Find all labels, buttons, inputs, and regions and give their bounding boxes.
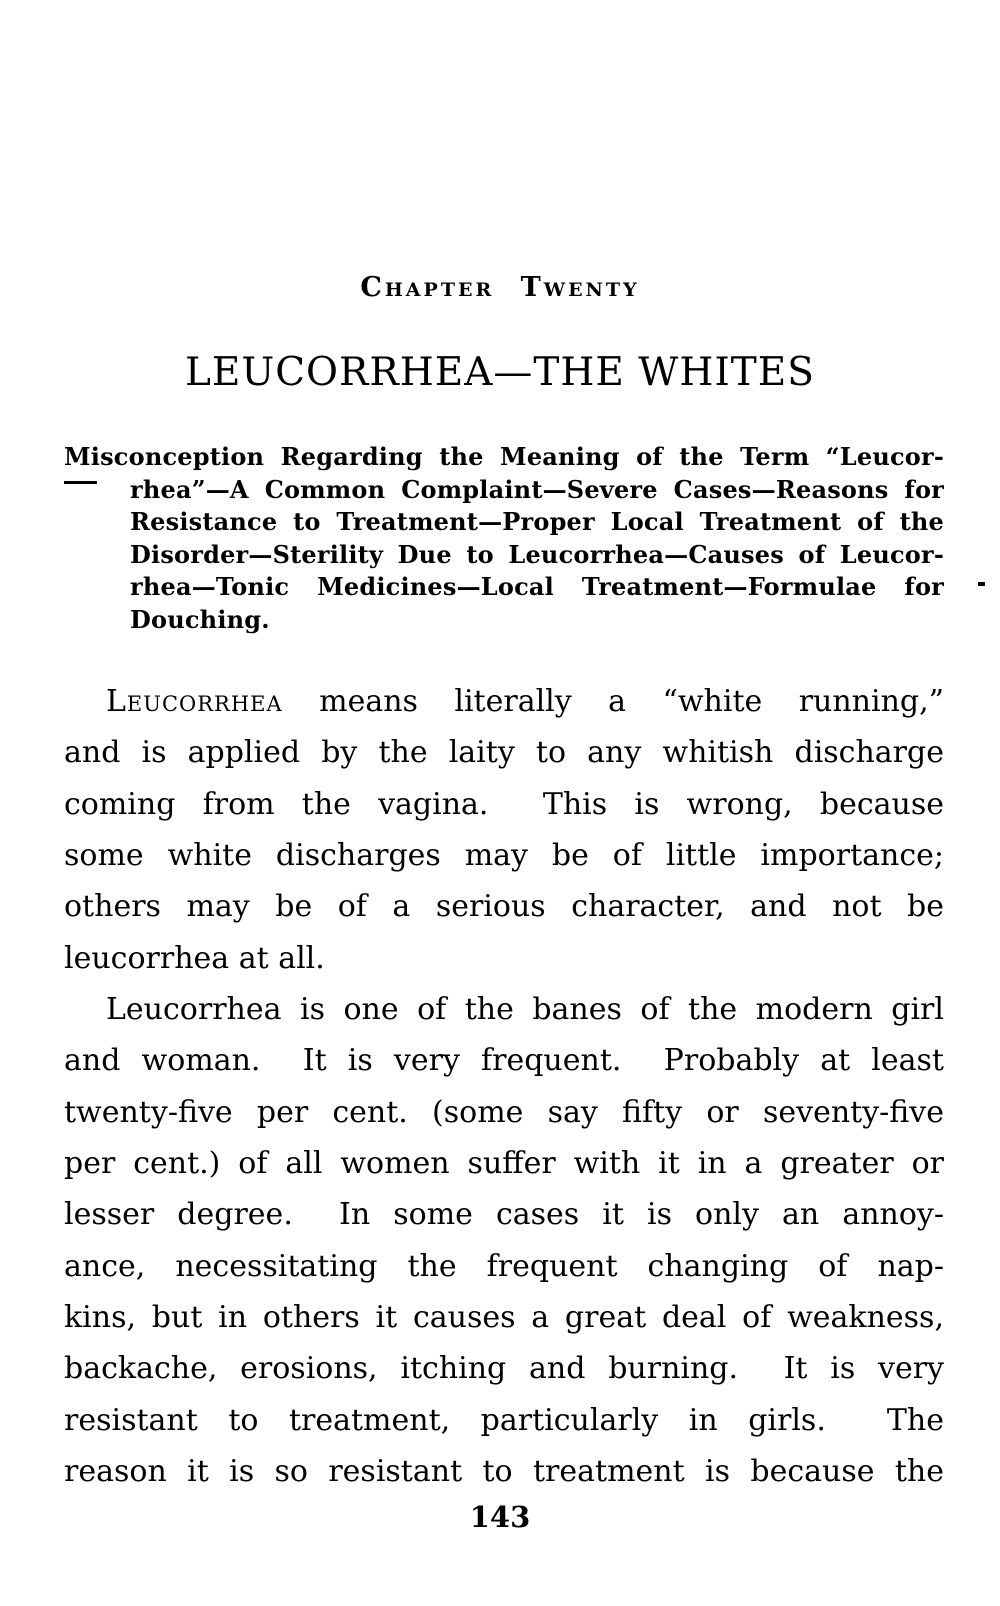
body-line: Leucorrhea is one of the banes of the modern girl (106, 992, 944, 1028)
body-line: coming from the vagina. This is wrong, because (64, 786, 944, 822)
body-line: others may be of a serious character, and not be (64, 889, 944, 925)
body-line: some white discharges may be of little importance; (64, 838, 944, 874)
scan-artifact-underline (64, 481, 97, 484)
body-line: leucorrhea at all. (64, 940, 325, 976)
chapter-heading: Chapter Twenty (360, 272, 640, 303)
chapter-summary (64, 441, 944, 637)
lead-word: Leucorrhea (106, 684, 283, 719)
scan-artifact-speck (978, 582, 985, 586)
body-line: twenty-five per cent. (some say fifty or seventy-five (64, 1094, 944, 1130)
body-line (64, 676, 944, 727)
summary-line: Resistance to Treatment—Proper Local Treatment of the (130, 507, 944, 537)
page-number: 143 (469, 1500, 531, 1534)
body-line: and woman. It is very frequent. Probably at least (64, 1043, 944, 1079)
summary-line: Misconception Regarding the Meaning of the Term “Leucor- (64, 442, 944, 471)
body-line: kins, but in others it causes a great deal of weakness, (64, 1300, 944, 1336)
summary-line: rhea—Tonic Medicines—Local Treatment—Formulae for (130, 572, 944, 602)
lead-rest: means literally a “white running,” (282, 684, 944, 719)
summary-line: rhea”—A Common Complaint—Severe Cases—Reasons for (130, 474, 944, 504)
body-line: per cent.) of all women suffer with it in a greater or (64, 1146, 944, 1182)
body-line: lesser degree. In some cases it is only an annoy- (64, 1197, 944, 1233)
body-line: ance, necessitating the frequent changing of nap- (64, 1248, 944, 1284)
body-line: backache, erosions, itching and burning. It is very (64, 1351, 944, 1387)
page-title: LEUCORRHEA—THE WHITES (184, 350, 815, 395)
body-line: resistant to treatment, particularly in girls. The (64, 1402, 944, 1438)
body-line: reason it is so resistant to treatment is because the (64, 1454, 944, 1490)
body-line: and is applied by the laity to any whitish discharge (64, 735, 944, 771)
summary-line: Douching. (130, 604, 270, 634)
summary-line: Disorder—Sterility Due to Leucorrhea—Causes of Leucor- (130, 539, 944, 569)
body-text (64, 676, 944, 1498)
